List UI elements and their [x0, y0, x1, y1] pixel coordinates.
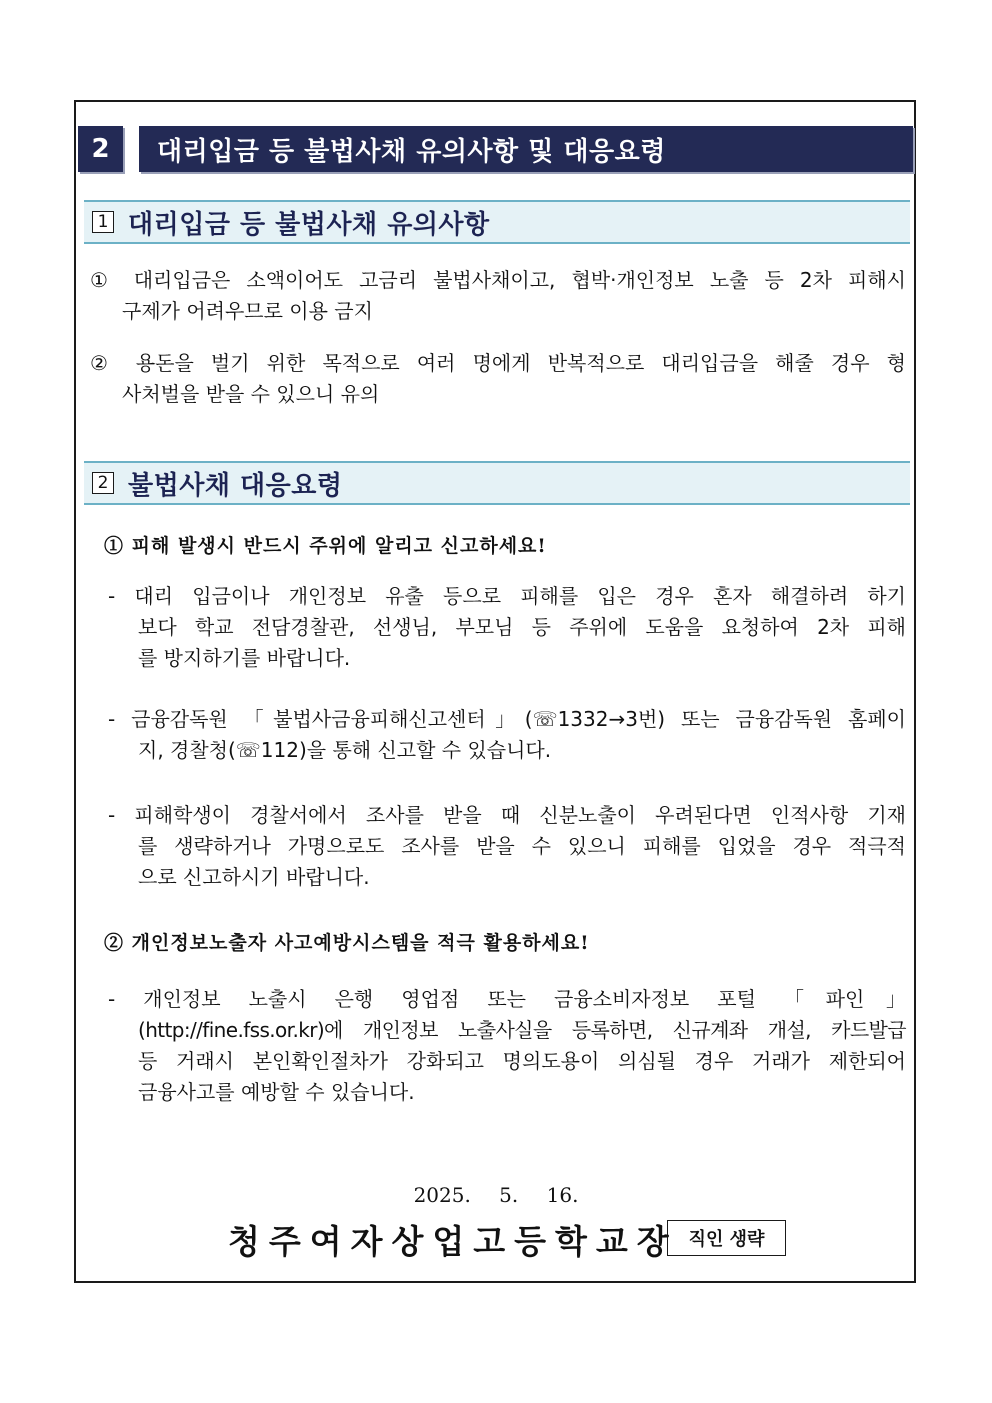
bullet-text: 보다 학교 전담경찰관, 선생님, 부모님 등 주위에 도움을 요청하여 2차 피해 [138, 615, 906, 639]
sub1-heading: ① 피해 발생시 반드시 주위에 알리고 신고하세요! [104, 535, 547, 557]
bullet-dash: - [108, 584, 116, 608]
item-text-cont: 구제가 어려우므로 이용 금지 [122, 299, 373, 323]
bullet-dash: - [108, 707, 116, 731]
bullet-text: 등 거래시 본인확인절차가 강화되고 명의도용이 의심될 경우 거래가 제한되어 [138, 1049, 906, 1073]
issue-date: 2025. 5. 16. [413, 1183, 579, 1207]
part1-title: 대리입금 등 불법사채 유의사항 [128, 209, 490, 240]
section-title: 대리입금 등 불법사채 유의사항 및 대응요령 [139, 126, 913, 172]
sub1-bullet-2 [108, 704, 906, 766]
item-marker: ② [90, 351, 119, 375]
bullet-text: 를 생략하거나 가명으로도 조사를 받을 수 있으니 피해를 입었을 경우 적극적 [138, 834, 906, 858]
part2-header [84, 461, 910, 505]
bullet-text: 를 방지하기를 바랍니다. [138, 646, 351, 670]
bullet-text: 피해학생이 경찰서에서 조사를 받을 때 신분노출이 우려된다면 인적사항 기재 [134, 803, 906, 827]
item-text: 용돈을 벌기 위한 목적으로 여러 명에게 반복적으로 대리입금을 해줄 경우 형 [135, 351, 906, 375]
section-header [78, 126, 914, 174]
part2-title: 불법사채 대응요령 [128, 470, 343, 501]
bullet-text: 개인정보 노출시 은행 영업점 또는 금융소비자정보 포털 「파인」 [143, 987, 906, 1011]
part1-item-1 [90, 265, 906, 327]
section-number: 2 [78, 126, 123, 172]
bullet-dash: - [108, 803, 116, 827]
part1-item-2 [90, 348, 906, 410]
bullet-text: 대리 입금이나 개인정보 유출 등으로 피해를 입은 경우 혼자 해결하려 하기 [134, 584, 906, 608]
bullet-dash: - [108, 987, 116, 1011]
part1-box-label: 1 [92, 211, 114, 233]
bullet-text: 으로 신고하시기 바랍니다. [138, 865, 370, 889]
signer-name: 청주여자상업고등학교장 [228, 1222, 678, 1261]
item-text-cont: 사처벌을 받을 수 있으니 유의 [122, 382, 380, 406]
sub1-bullet-3 [108, 800, 906, 893]
sub2-bullet [108, 984, 906, 1108]
part2-box-label: 2 [92, 472, 114, 494]
bullet-text: 지, 경찰청(☏112)을 통해 신고할 수 있습니다. [138, 738, 552, 762]
bullet-text: 금융감독원 「불법사금융피해신고센터」(☏1332→3번) 또는 금융감독원 홈페이 [131, 707, 906, 731]
bullet-text: 금융사고를 예방할 수 있습니다. [138, 1080, 415, 1104]
part1-header [84, 200, 910, 244]
item-marker: ① [90, 268, 118, 292]
item-text: 대리입금은 소액이어도 고금리 불법사채이고, 협박·개인정보 노출 등 2차 피해시 [133, 268, 906, 292]
sub1-bullet-1 [108, 581, 906, 674]
sub2-heading: ② 개인정보노출자 사고예방시스템을 적극 활용하세요! [104, 932, 590, 954]
seal-omitted-box: 직인 생략 [667, 1220, 786, 1256]
bullet-text: (http://fine.fss.or.kr)에 개인정보 노출사실을 등록하면, 신규계좌 개설, 카드발급 [138, 1018, 906, 1042]
